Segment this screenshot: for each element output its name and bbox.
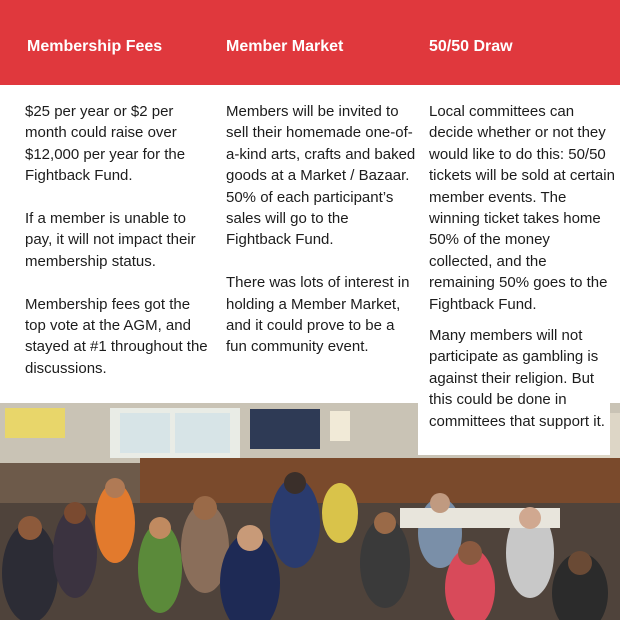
membership-fees-paragraph-2: If a member is unable to pay, it will not impact their membership status.	[25, 210, 196, 270]
column-title-5050-draw: 50/50 Draw	[429, 38, 513, 55]
5050-draw-paragraph-2: Many members will not participate as gambling is against their religion. But this could be done in committees that support it.	[429, 327, 605, 430]
5050-draw-paragraph-1: Local committees can decide whether or not they would like to do this: 50/50 tickets will be sold at certain member events. The winning ticket takes home 50% of the money collected, and the remaining 50% goes to the Fightback Fund.	[429, 103, 615, 313]
column-member-market	[226, 101, 416, 358]
column-title-membership-fees: Membership Fees	[27, 38, 163, 55]
column-5050-draw	[429, 101, 615, 432]
member-market-paragraph-2: There was lots of interest in holding a Member Market, and it could prove to be a fun community event.	[226, 274, 410, 356]
membership-fees-paragraph-3: Membership fees got the top vote at the AGM, and stayed at #1 throughout the discussions.	[25, 295, 208, 377]
membership-fees-paragraph-1: $25 per year or $2 per month could raise over $12,000 per year for the Fightback Fund.	[25, 103, 186, 185]
column-title-member-market: Member Market	[226, 38, 344, 55]
member-market-paragraph-1: Members will be invited to sell their homemade one-of-a-kind arts, crafts and baked goods at a Market / Bazaar. 50% of each participant’s sales will go to the Fightback Fund.	[226, 103, 416, 249]
column-membership-fees	[25, 101, 215, 379]
